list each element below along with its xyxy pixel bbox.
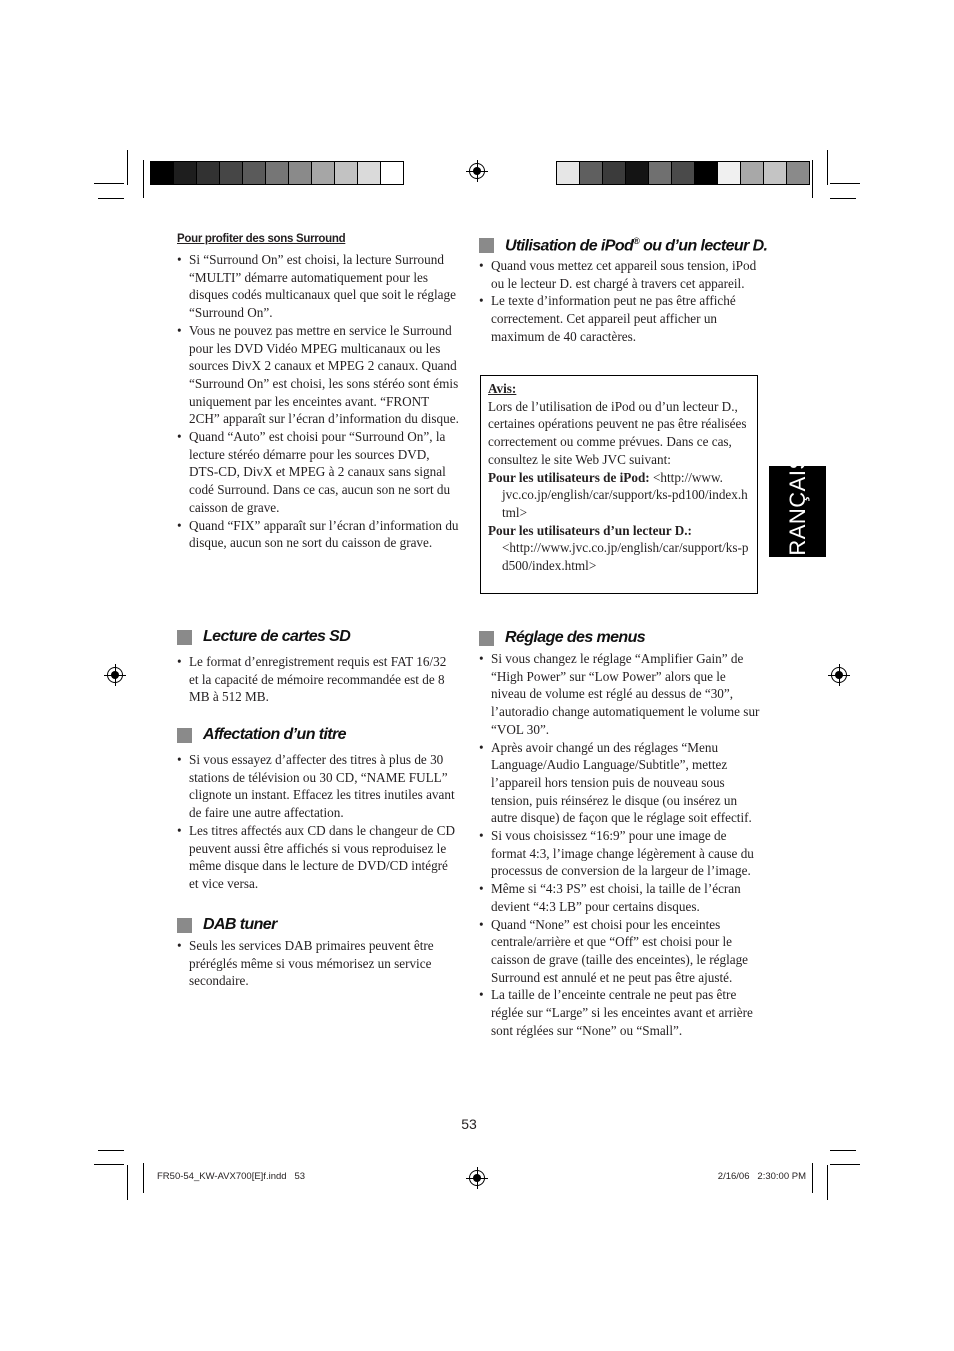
section-title: Utilisation de iPod® ou d’un lecteur D.	[505, 236, 768, 255]
list-item: • Vous ne pouvez pas mettre en service le Surround pour les DVD Vidéo MPEG multicanaux ou les sources DivX 2 canaux et MPEG 2 canaux. Quand “Surround On” est choisi, les sons stéréo sont émis uniquement par les enceintes avant. “FRONT 2CH” apparaît sur l’écran d’information du disque.	[177, 322, 459, 428]
surround-subheading: Pour profiter des sons Surround	[177, 233, 346, 245]
section-heading-ipod	[479, 236, 767, 255]
registration-mark-icon	[107, 667, 123, 683]
surround-list	[177, 251, 459, 552]
color-calibration-bar-right	[556, 161, 810, 185]
color-swatch	[197, 162, 220, 184]
section-heading-dab	[177, 916, 277, 934]
list-item: • Si “Surround On” est choisi, la lecture Surround “MULTI” démarre automatiquement pour les disques codés multicanaux quel que soit le réglage “Surround On”.	[177, 251, 459, 322]
color-swatch	[289, 162, 312, 184]
footer-timestamp: 2/16/06 2:30:00 PM	[717, 1171, 806, 1182]
section-square-icon	[479, 238, 494, 253]
footer-filename: FR50-54_KW-AVX700[E]f.indd 53	[157, 1171, 306, 1182]
color-swatch	[174, 162, 197, 184]
list-item: • Si vous changez le réglage “Amplifier Gain” de “High Power” sur “Low Power” alors que le niveau de volume est réglé au dessus de “30”, l’autoradio change automatiquement le volume sur “VOL 30”.	[479, 650, 761, 739]
registration-mark-icon	[831, 667, 847, 683]
color-swatch	[580, 162, 603, 184]
section-heading-title-assign	[177, 726, 346, 744]
list-item: • Seuls les services DAB primaires peuvent être préréglés même si vous mémorisez un service secondaire.	[177, 937, 459, 990]
color-swatch	[787, 162, 809, 184]
section-square-icon	[177, 728, 192, 743]
list-item: • Après avoir changé un des réglages “Menu Language/Audio Language/Subtitle”, mettez l’appareil hors tension puis de nouveau sous tension, puis réinsérez le disque (ou insérez un autre disque) de façon que le réglage soit effectif.	[479, 739, 761, 828]
color-swatch	[695, 162, 718, 184]
crop-mark	[94, 183, 124, 184]
crop-mark	[812, 160, 813, 198]
color-swatch	[626, 162, 649, 184]
title-assign-list	[177, 751, 459, 893]
sd-list	[177, 653, 459, 706]
list-item: • Quand “None” est choisi pour les enceintes centrale/arrière et que “Off” est choisi pour le caisson de grave (taille des enceintes), le réglage Surround est annulé et ne peut pas être ajusté.	[479, 916, 761, 987]
crop-mark	[127, 1165, 128, 1200]
list-item: • Même si “4:3 PS” est choisi, la taille de l’écran devient “4:3 LB” pour certains disques.	[479, 880, 761, 915]
color-swatch	[381, 162, 403, 184]
color-swatch	[718, 162, 741, 184]
color-swatch	[335, 162, 358, 184]
section-title: Affectation d’un titre	[203, 726, 346, 743]
section-title: Réglage des menus	[505, 629, 646, 646]
color-swatch	[649, 162, 672, 184]
d-support-url: <http://www.jvc.co.jp/english/car/support/ks-pd500/index.html>	[502, 540, 749, 574]
list-item: • Le texte d’information peut ne pas être affiché correctement. Cet appareil peut afficher un maximum de 40 caractères.	[479, 292, 761, 345]
page-number: 53	[461, 1116, 477, 1132]
color-swatch	[358, 162, 381, 184]
crop-mark	[830, 1164, 860, 1165]
section-title: Lecture de cartes SD	[203, 628, 351, 645]
list-item: • La taille de l’enceinte centrale ne peut pas être réglée sur “Large” si les enceintes avant et arrière sont réglées sur “None” ou “Small”.	[479, 986, 761, 1039]
crop-mark	[94, 1164, 124, 1165]
color-swatch	[764, 162, 787, 184]
ipod-users-label: Pour les utilisateurs de iPod:	[488, 469, 650, 485]
ipod-support-url: jvc.co.jp/english/car/support/ks-pd100/index.html>	[502, 487, 748, 520]
color-swatch	[312, 162, 335, 184]
crop-mark	[830, 1150, 856, 1151]
color-swatch	[220, 162, 243, 184]
section-heading-sd	[177, 628, 350, 646]
list-item: • Si vous essayez d’affecter des titres à plus de 30 stations de télévision ou 30 CD, “NAME FULL” clignote un instant. Effacez les titres inutiles avant de faire une autre affectation.	[177, 751, 459, 822]
notice-label: Avis:	[488, 381, 517, 396]
list-item: • Les titres affectés aux CD dans le changeur de CD peuvent aussi être affichés si vous reproduisez le même disque dans le lecture de DVD/CD intégré et vice versa.	[177, 822, 459, 893]
notice-body: Lors de l’utilisation de iPod ou d’un lecteur D., certaines opérations peuvent ne pas être réalisées correctement ou comme prévues. Dans ce cas, consultez le site Web JVC suivant:	[488, 398, 747, 467]
color-swatch	[672, 162, 695, 184]
crop-mark	[827, 150, 828, 185]
crop-mark	[830, 183, 860, 184]
list-item: • Quand vous mettez cet appareil sous tension, iPod ou le lecteur D. est chargé à travers cet appareil.	[479, 257, 761, 292]
list-item: • Quand “FIX” apparaît sur l’écran d’information du disque, aucun son ne sort du caisson de grave.	[177, 517, 459, 552]
color-swatch	[243, 162, 266, 184]
dab-list	[177, 937, 459, 990]
d-users-label: Pour les utilisateurs d’un lecteur D.:	[488, 522, 692, 538]
section-title: DAB tuner	[203, 916, 277, 933]
section-heading-menu	[479, 629, 645, 647]
section-square-icon	[177, 918, 192, 933]
ipod-url-start: <http://www.	[649, 469, 723, 485]
list-item: • Quand “Auto” est choisi pour “Surround On”, la lecture stéréo démarre pour les sources DVD, DTS-CD, DivX et MPEG à 2 canaux sans signal codé Surround. Dans ce cas, aucun son ne sort du caisson de grave.	[177, 428, 459, 517]
registration-mark-icon	[469, 163, 485, 179]
color-swatch	[266, 162, 289, 184]
menu-list	[479, 650, 761, 1039]
ipod-list	[479, 257, 761, 346]
registration-mark-icon	[469, 1170, 485, 1186]
crop-mark	[830, 198, 856, 199]
section-square-icon	[177, 630, 192, 645]
list-item: • Si vous choisissez “16:9” pour une image de format 4:3, l’image change légèrement à cause du processus de conversion de la largeur de l’image.	[479, 827, 761, 880]
crop-mark	[98, 198, 124, 199]
crop-mark	[827, 1165, 828, 1200]
crop-mark	[143, 160, 144, 198]
list-item: • Le format d’enregistrement requis est FAT 16/32 et la capacité de mémoire recommandée est de 8 MB à 512 MB.	[177, 653, 459, 706]
language-tab: FRANÇAIS	[769, 466, 826, 557]
color-swatch	[151, 162, 174, 184]
crop-mark	[127, 150, 128, 185]
color-swatch	[557, 162, 580, 184]
crop-mark	[143, 1163, 144, 1193]
crop-mark	[812, 1163, 813, 1193]
color-swatch	[603, 162, 626, 184]
color-swatch	[741, 162, 764, 184]
color-calibration-bar-left	[150, 161, 404, 185]
section-square-icon	[479, 631, 494, 646]
notice-box	[480, 375, 758, 594]
crop-mark	[98, 1150, 124, 1151]
